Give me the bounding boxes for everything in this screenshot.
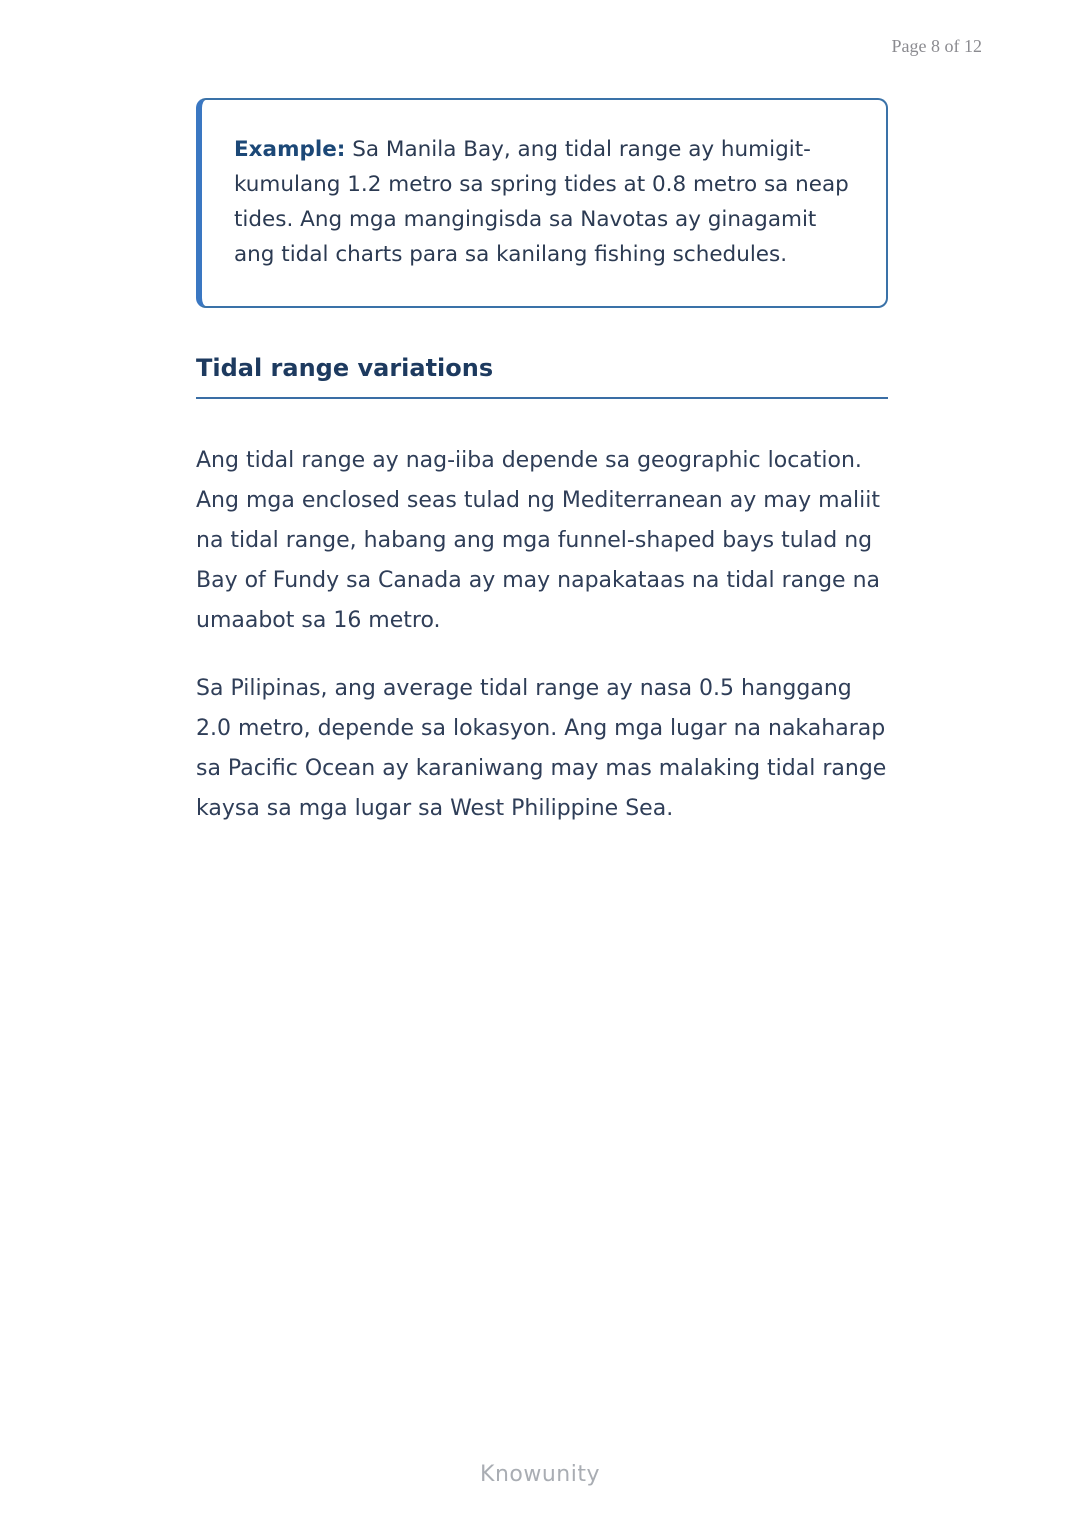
paragraph-philippines-tidal-range: Sa Pilipinas, ang average tidal range ay nasa 0.5 hanggang 2.0 metro, depende sa lokasyon. Ang mga lugar na nakaharap sa Pacific Ocean ay karaniwang may mas malaking tidal range kaysa sa mga lugar sa West Philippine Sea. [196, 676, 887, 821]
footer-brand-label: Knowunity [480, 1462, 600, 1487]
page-content [196, 98, 888, 829]
heading-divider [196, 397, 888, 399]
example-callout [196, 98, 888, 308]
example-label: Example: [234, 137, 346, 162]
paragraph-tidal-range-geography: Ang tidal range ay nag-iiba depende sa geographic location. Ang mga enclosed seas tulad ng Mediterranean ay may maliit na tidal range, habang ang mga funnel-shaped bays tulad ng Bay of Fundy sa Canada ay may napakataas na tidal range na umaabot sa 16 metro. [196, 448, 881, 633]
page-number-label: Page 8 of 12 [891, 36, 982, 56]
section-heading: Tidal range variations [196, 354, 494, 382]
example-text: Sa Manila Bay, ang tidal range ay humigit-kumulang 1.2 metro sa spring tides at 0.8 metro sa neap tides. Ang mga mangingisda sa Navotas ay ginagamit ang tidal charts para sa kanilang fishing schedules. [234, 137, 849, 267]
